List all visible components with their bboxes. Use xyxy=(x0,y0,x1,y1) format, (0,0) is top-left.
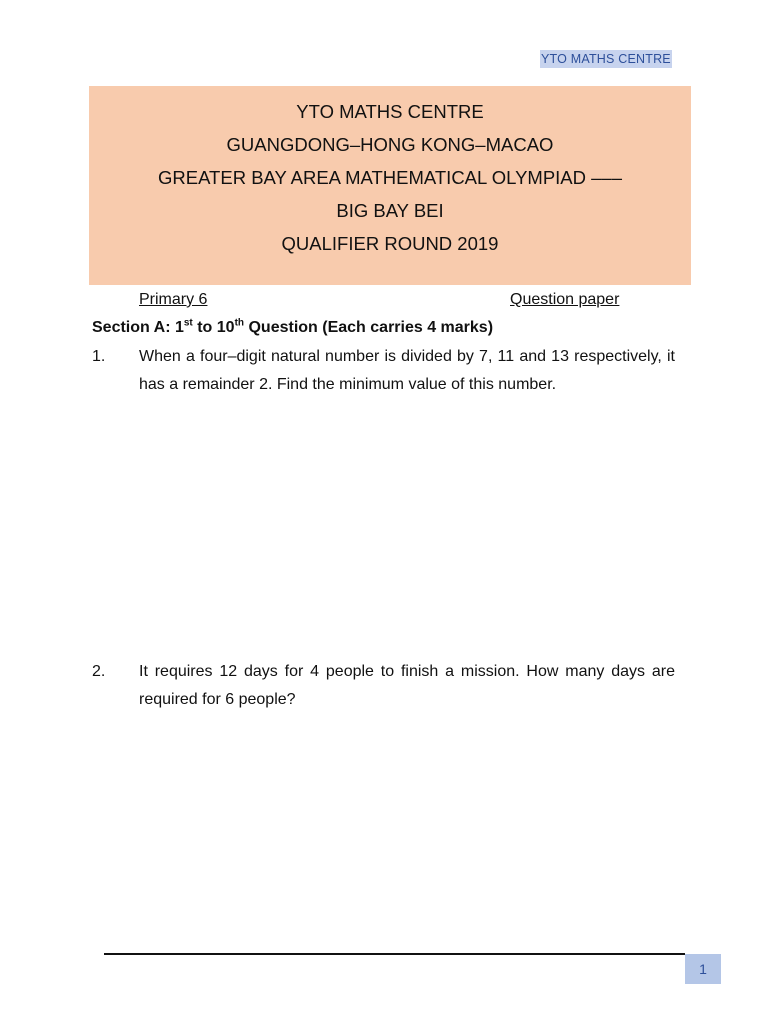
section-prefix: Section A: 1 xyxy=(92,319,184,336)
banner-centre-name: YTO MATHS CENTRE xyxy=(296,101,484,122)
banner-region: GUANGDONG–HONG KONG–MACAO xyxy=(226,134,554,155)
running-header: YTO MATHS CENTRE xyxy=(541,52,671,66)
footer-divider xyxy=(104,953,685,955)
paper-type: Question paper xyxy=(510,291,620,308)
section-heading xyxy=(92,317,493,339)
question-2-number: 2. xyxy=(92,663,106,680)
question-1-number: 1. xyxy=(92,348,106,365)
title-banner xyxy=(89,86,691,285)
banner-round: QUALIFIER ROUND 2019 xyxy=(281,233,499,254)
question-2-text: It requires 12 days for 4 people to finish a mission. How many days are required for 6 people? xyxy=(139,663,675,708)
section-sup-st: st xyxy=(183,317,193,329)
banner-competition: GREATER BAY AREA MATHEMATICAL OLYMPIAD ––– xyxy=(158,167,622,188)
banner-subtitle: BIG BAY BEI xyxy=(336,200,444,221)
section-suffix: Question (Each carries 4 marks) xyxy=(244,319,494,336)
page-number: 1 xyxy=(685,954,721,984)
grade-level: Primary 6 xyxy=(139,291,208,308)
question-1-text: When a four–digit natural number is divided by 7, 11 and 13 respectively, it has a remainder 2. Find the minimum value of this number. xyxy=(139,348,675,393)
section-middle: to 10 xyxy=(192,319,235,336)
section-sup-th: th xyxy=(234,317,245,329)
